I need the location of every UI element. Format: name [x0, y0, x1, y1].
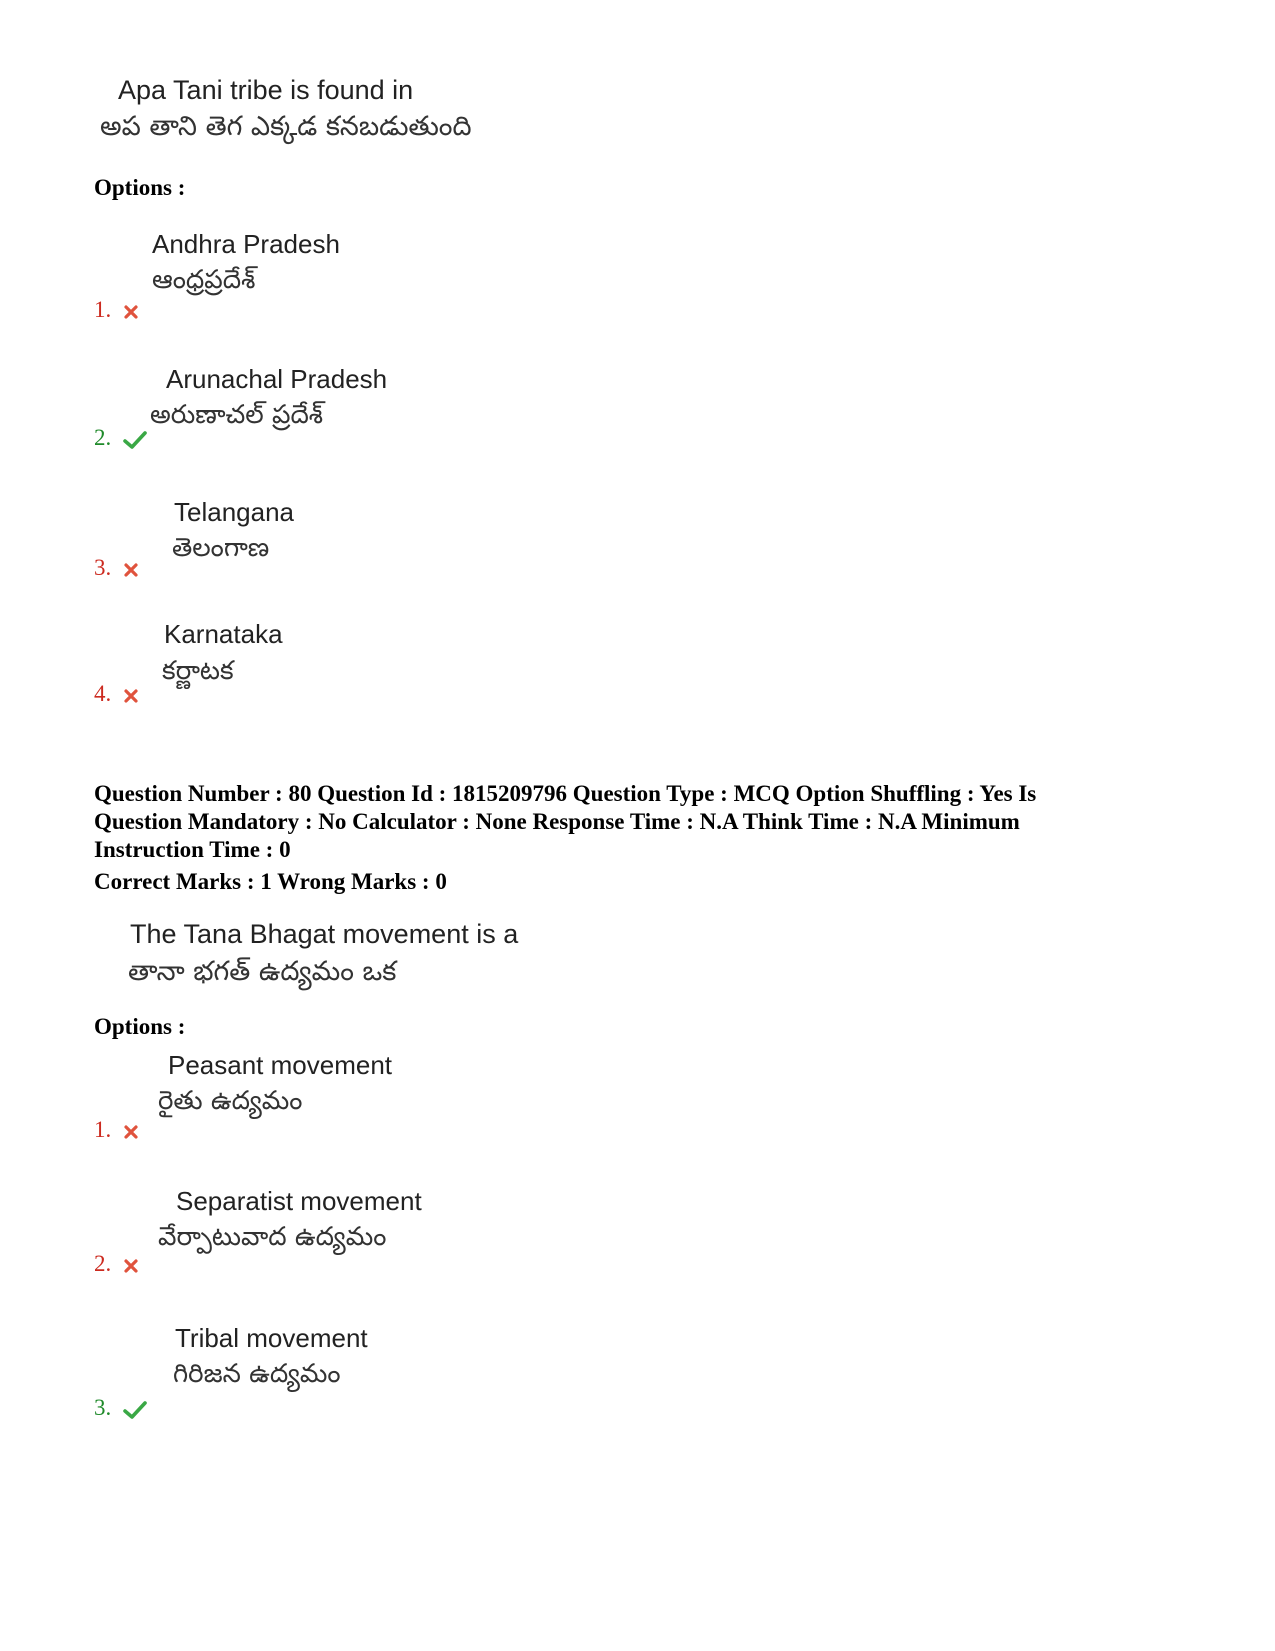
- option-number-label: 3.: [94, 1395, 112, 1420]
- option-number: [94, 556, 139, 579]
- question-meta-line: Question Number : 80 Question Id : 1815209796 Question Type : MCQ Option Shuffling : Yes Is: [94, 781, 1037, 806]
- option-text-te: ఆంధ్రప్రదేశ్: [152, 265, 256, 295]
- option-number-label: 3.: [94, 555, 112, 580]
- cross-icon: [123, 1258, 139, 1274]
- option-text-te: వేర్పాటువాద ఉద్యమం: [158, 1222, 387, 1252]
- option-number-label: 1.: [94, 1117, 112, 1142]
- option-number-label: 2.: [94, 1251, 112, 1276]
- cross-icon: [123, 688, 139, 704]
- option-text-en: Separatist movement: [176, 1186, 422, 1216]
- option-number: [94, 298, 139, 321]
- question-marks: Correct Marks : 1 Wrong Marks : 0: [94, 869, 447, 894]
- check-icon: [123, 430, 147, 450]
- question-text-te: తానా భగత్ ఉద్యమం ఒక: [128, 956, 397, 987]
- cross-icon: [123, 304, 139, 320]
- option-text-te: గిరిజన ఉద్యమం: [173, 1359, 341, 1389]
- check-icon: [123, 1400, 147, 1420]
- option-number-label: 2.: [94, 425, 112, 450]
- option-text-en: Peasant movement: [168, 1050, 393, 1080]
- option-number: [94, 1396, 147, 1420]
- option-text-en: Telangana: [174, 497, 294, 527]
- option-text-en: Arunachal Pradesh: [166, 364, 388, 394]
- option-number: [94, 682, 139, 705]
- cross-icon: [123, 562, 139, 578]
- option-number: [94, 1118, 139, 1141]
- option-number-label: 1.: [94, 297, 112, 322]
- option-text-te: రైతు ఉద్యమం: [158, 1086, 303, 1116]
- option-text-en: Tribal movement: [175, 1323, 368, 1353]
- options-label: Options :: [94, 175, 186, 200]
- option-number-label: 4.: [94, 681, 112, 706]
- option-text-en: Karnataka: [164, 619, 283, 649]
- question-meta: [94, 780, 1174, 864]
- option-text-te: అరుణాచల్ ప్రదేశ్: [150, 400, 324, 430]
- option-text-te: తెలంగాణ: [172, 533, 270, 563]
- question-text-en: The Tana Bhagat movement is a: [130, 919, 519, 949]
- question-text-te: అప తాని తెగ ఎక్కడ కనబడుతుంది: [100, 111, 472, 142]
- options-label: Options :: [94, 1014, 186, 1039]
- cross-icon: [123, 1124, 139, 1140]
- option-text-te: కర్ణాటక: [162, 656, 234, 686]
- question-meta-line: Instruction Time : 0: [94, 837, 291, 862]
- question-text-en: Apa Tani tribe is found in: [118, 75, 414, 105]
- option-number: [94, 1252, 139, 1275]
- question-meta-line: Question Mandatory : No Calculator : None Response Time : N.A Think Time : N.A Minimum: [94, 809, 1020, 834]
- option-text-en: Andhra Pradesh: [152, 229, 340, 259]
- option-number: [94, 426, 147, 450]
